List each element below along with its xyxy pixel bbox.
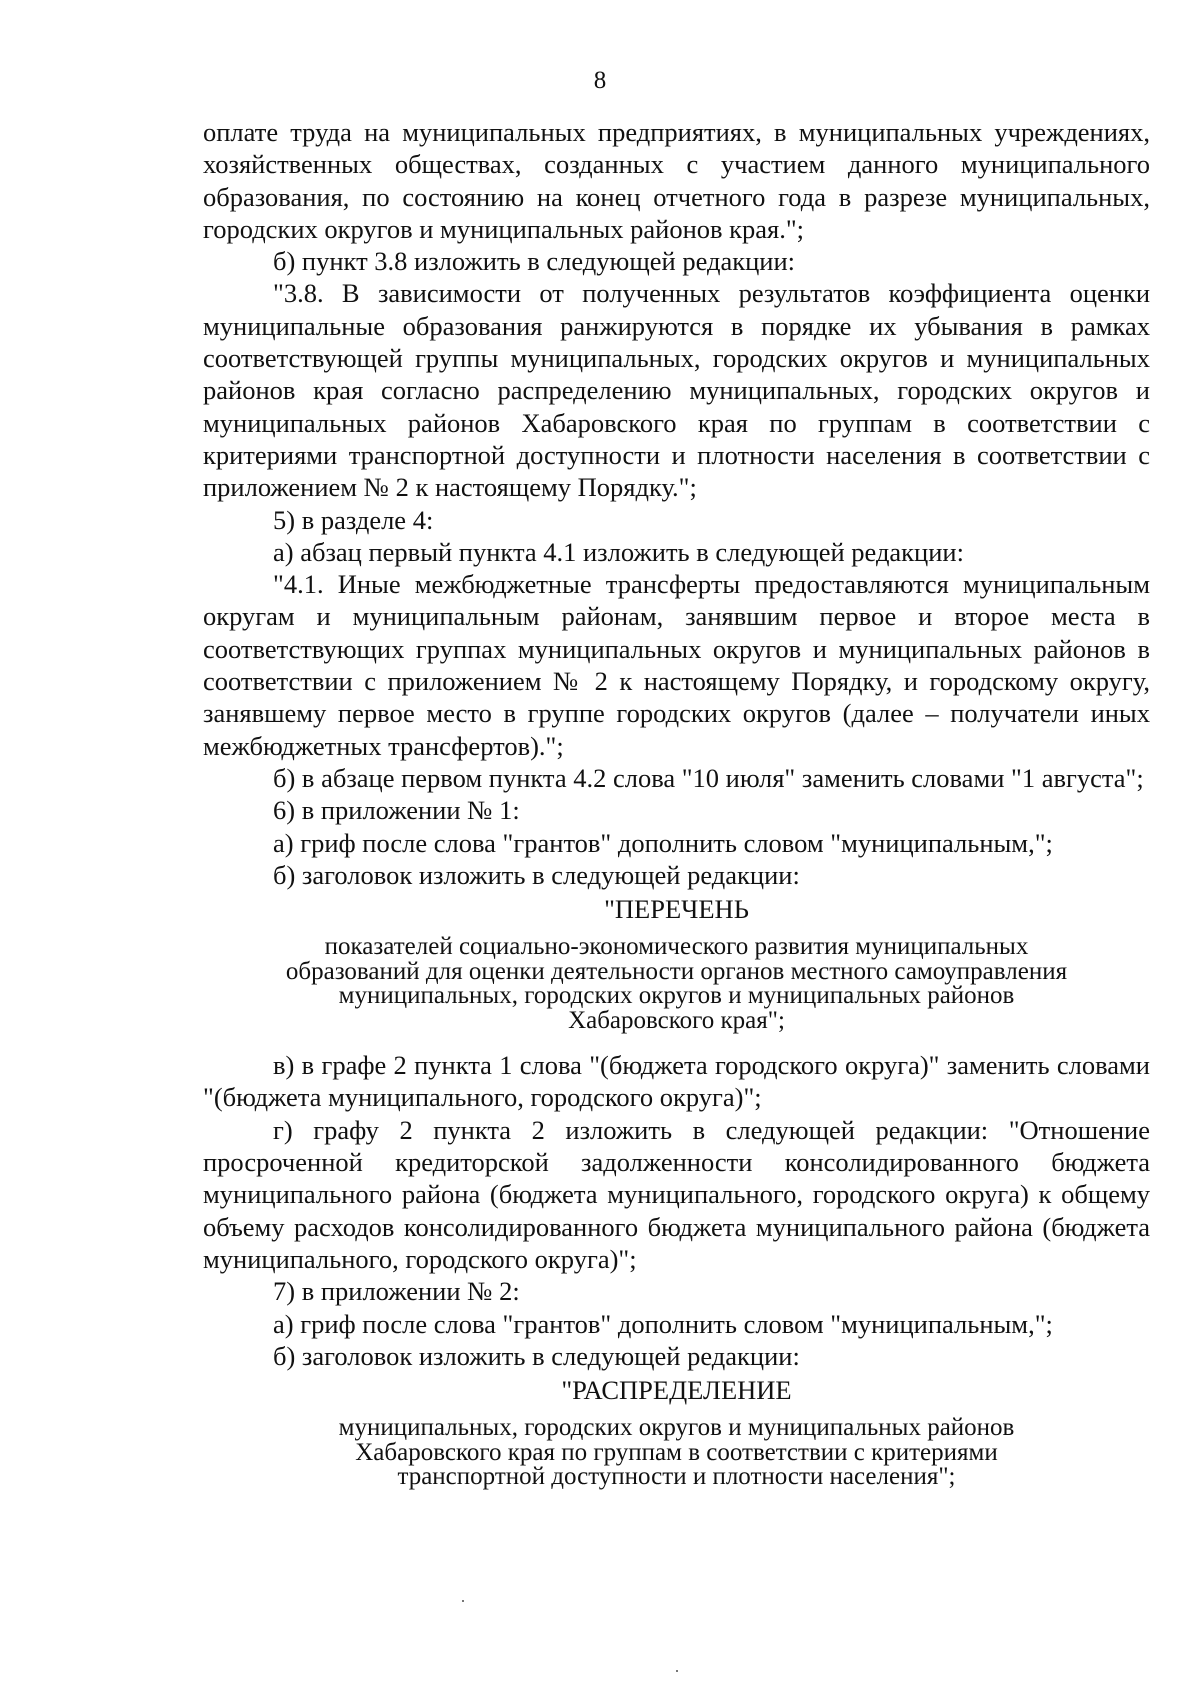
subheading-line: транспортной доступности и плотности населения"; [397, 1463, 956, 1491]
paragraph-item-v: в) в графе 2 пункта 1 слова "(бюджета городского округа)" заменить словами "(бюджета муниципального, городского округа)"; [203, 1050, 1150, 1113]
paragraph-item-a-grif-2: а) гриф после слова "грантов" дополнить словом "муниципальным,"; [273, 1308, 1053, 1339]
paragraph-item-b-title-2: б) заголовок изложить в следующей редакции: [273, 1340, 800, 1371]
subheading-line: Хабаровского края"; [568, 1006, 785, 1034]
scan-speck [676, 1670, 678, 1672]
subheading-perechen [203, 935, 1150, 1033]
paragraph-quote-3-8: "3.8. В зависимости от полученных результатов коэффициента оценки муниципальные образования ранжируются в порядке их убывания в рамках соответствующей группы муниципальных, городских округов и муниципальных районов края согласно распределению муниципальных, городских округов и муниципальных районов Хабаровского края по группам в соответствии с критериями транспортной доступности и плотности населения в соответствии с приложением № 2 к настоящему Порядку."; [203, 278, 1150, 503]
paragraph-item-g: г) графу 2 пункта 2 изложить в следующей редакции: "Отношение просроченной кредиторской задолженности консолидированного бюджета муниципального района (бюджета муниципального, городского округа) к общему объему расходов консолидированного бюджета муниципального района (бюджета муниципального, городского округа)"; [203, 1114, 1150, 1274]
paragraph-item-6: 6) в приложении № 1: [273, 795, 520, 826]
heading-perechen: "ПЕРЕЧЕНЬ [604, 894, 749, 925]
subheading-line: показателей социально-экономического развития муниципальных [324, 933, 1029, 961]
paragraph-item-a-4-1: а) абзац первый пункта 4.1 изложить в следующей редакции: [273, 536, 964, 567]
subheading-raspredelenie [203, 1416, 1150, 1490]
subheading-line: муниципальных, городских округов и муниципальных районов [338, 1414, 1015, 1442]
subheading-line: муниципальных, городских округов и муниципальных районов [338, 982, 1015, 1010]
page-number: 8 [593, 67, 607, 94]
paragraph-item-b-4-2: б) в абзаце первом пункта 4.2 слова "10 июля" заменить словами "1 августа"; [273, 762, 1144, 793]
paragraph-continuation: оплате труда на муниципальных предприятиях, в муниципальных учреждениях, хозяйственных обществах, созданных с участием данного муниципального образования, по состоянию на конец отчетного года в разрезе муниципальных, городских округов и муниципальных районов края."; [203, 117, 1150, 244]
paragraph-item-5: 5) в разделе 4: [273, 504, 434, 535]
subheading-line: образований для оценки деятельности органов местного самоуправления [285, 957, 1068, 985]
document-body [203, 116, 1150, 1506]
heading-raspredelenie: "РАСПРЕДЕЛЕНИЕ [561, 1375, 792, 1406]
paragraph-item-7: 7) в приложении № 2: [273, 1276, 520, 1307]
paragraph-item-b-3-8: б) пункт 3.8 изложить в следующей редакции: [273, 246, 796, 277]
paragraph-item-b-title-1: б) заголовок изложить в следующей редакции: [273, 859, 800, 890]
subheading-line: Хабаровского края по группам в соответствии с критериями [355, 1438, 998, 1466]
paragraph-quote-4-1: "4.1. Иные межбюджетные трансферты предоставляются муниципальным округам и муниципальным районам, занявшим первое и второе места в соответствующих группах муниципальных округов и муниципальных районов в соответствии с приложением № 2 к настоящему Порядку, и городскому округу, занявшему первое место в группе городских округов (далее – получатели иных межбюджетных трансфертов)."; [203, 569, 1150, 761]
scan-speck [462, 1600, 464, 1602]
paragraph-item-a-grif-1: а) гриф после слова "грантов" дополнить словом "муниципальным,"; [273, 827, 1053, 858]
